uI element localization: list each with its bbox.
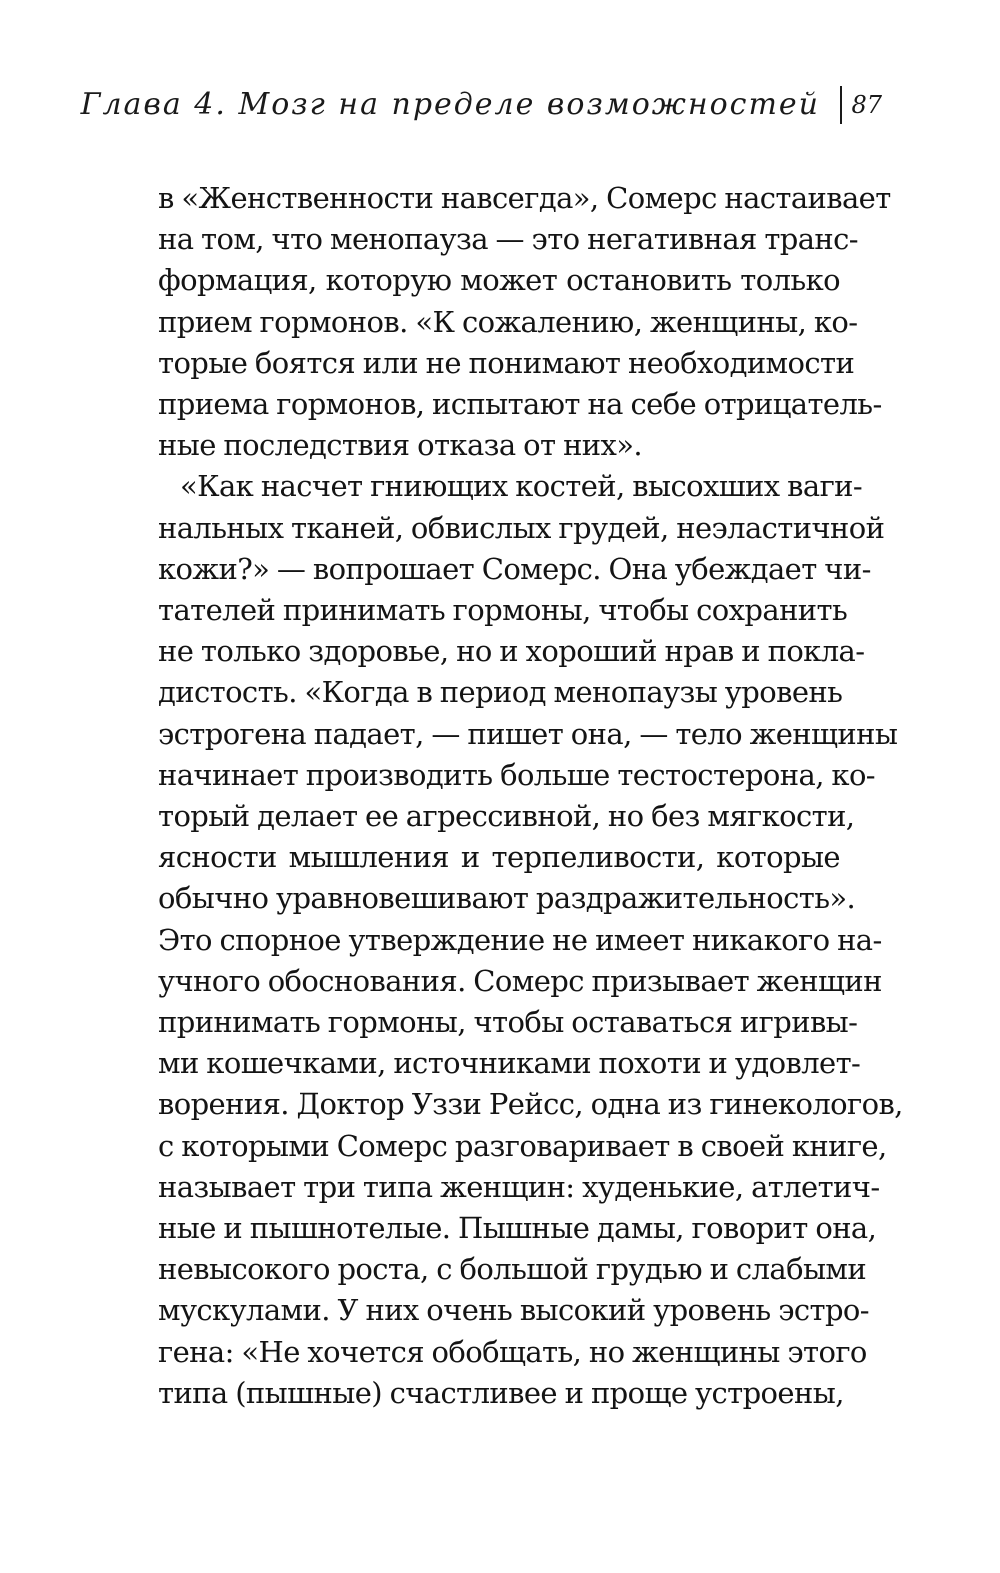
text-line: «Как насчет гниющих костей, высохших ваги- (180, 469, 863, 504)
text-line: ные последствия отказа от них». (158, 428, 643, 463)
text-line: ми кошечками, источниками похоти и удовлет- (158, 1046, 861, 1081)
text-line: на том, что менопауза — это негативная транс- (158, 222, 858, 257)
text-line: тателей принимать гормоны, чтобы сохранить (158, 593, 848, 628)
text-line: эстрогена падает, — пишет она, — тело женщины (158, 716, 898, 751)
text-line: приема гормонов, испытают на себе отрицатель- (158, 387, 882, 422)
text-line: обычно уравновешивают раздражительность». (158, 881, 856, 916)
text-line: Это спорное утверждение не имеет никакого на- (158, 922, 882, 957)
text-line: ясности мышления и терпеливости, которые (158, 840, 840, 875)
text-line: дистость. «Когда в период менопаузы уровень (158, 675, 843, 710)
text-line: нальных тканей, обвислых грудей, неэластичной (158, 510, 885, 545)
text-line: кожи?» — вопрошает Сомерс. Она убеждает чи- (158, 551, 871, 586)
header-divider (840, 86, 842, 124)
text-line: учного обоснования. Сомерс призывает женщин (158, 963, 882, 998)
text-line: называет три типа женщин: худенькие, атлетич- (158, 1169, 880, 1204)
body-text (158, 178, 903, 1414)
running-header (80, 80, 882, 130)
text-line: в «Женственности навсегда», Сомерс настаивает (158, 181, 891, 215)
text-line: принимать гормоны, чтобы оставаться игривы- (158, 1005, 858, 1040)
page-number: 87 (851, 91, 882, 119)
text-line: прием гормонов. «К сожалению, женщины, ко- (158, 304, 858, 339)
text-line: невысокого роста, с большой грудью и слабыми (158, 1252, 867, 1287)
text-line: формация, которую может остановить только (158, 263, 840, 298)
chapter-title: Глава 4. Мозг на пределе возможностей (80, 87, 820, 122)
paragraph-2 (158, 466, 903, 1414)
text-line: начинает производить больше тестостерона, ко- (158, 757, 876, 792)
text-line: торый делает ее агрессивной, но без мягкости, (158, 799, 855, 834)
text-line: с которыми Сомерс разговаривает в своей книге, (158, 1128, 887, 1163)
text-line: гена: «Не хочется обобщать, но женщины этого (158, 1334, 867, 1369)
text-line: типа (пышные) счастливее и проще устроены, (158, 1375, 844, 1410)
text-line: мускулами. У них очень высокий уровень эстро- (158, 1293, 869, 1328)
text-line: торые боятся или не понимают необходимости (158, 345, 855, 380)
text-line: не только здоровье, но и хороший нрав и покла- (158, 634, 865, 669)
paragraph-1 (158, 178, 891, 466)
text-line: ные и пышнотелые. Пышные дамы, говорит она, (158, 1211, 877, 1246)
text-line: ворения. Доктор Уззи Рейсс, одна из гинекологов, (158, 1087, 903, 1122)
